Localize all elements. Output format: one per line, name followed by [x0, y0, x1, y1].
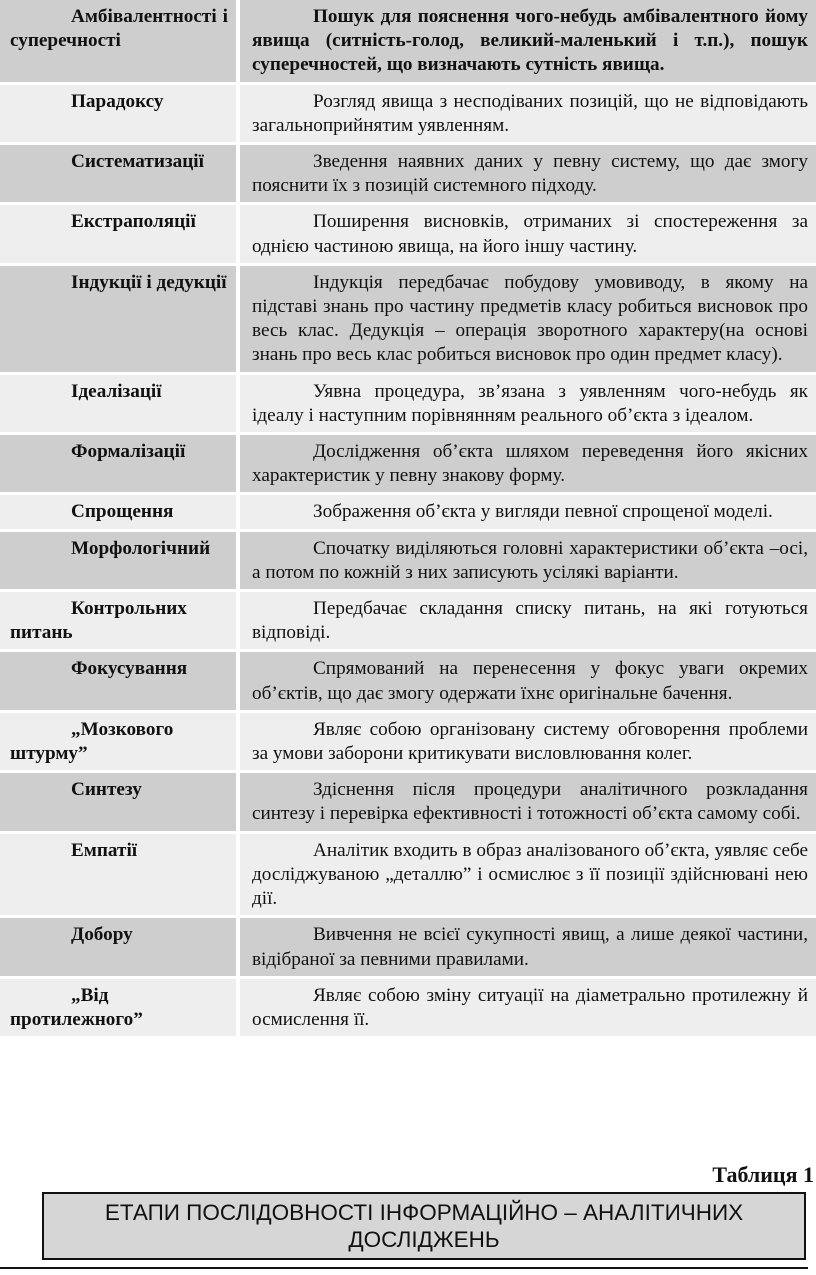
method-description: Індукція передбачає побудову умовиводу, в якому на підставі знань про частину предметів класу робиться висновок про весь клас. Дедукція – операція зворотного характеру(на основі знань про весь клас робиться висновок про один предмет класу). — [238, 264, 816, 373]
method-name: Індукції і дедукції — [0, 264, 238, 373]
method-name: Екстраполяції — [0, 204, 238, 264]
table-row — [0, 711, 816, 771]
method-name: Спрощення — [0, 494, 238, 530]
method-description: Передбачає складання списку питань, на які готуються відповіді. — [238, 591, 816, 651]
method-name: Ідеалізації — [0, 373, 238, 433]
method-name: Контрольних питань — [0, 591, 238, 651]
method-description: Спрямований на перенесення у фокус уваги окремих об’єктів, що дає змогу одержати їхнє оригінальне бачення. — [238, 651, 816, 711]
method-name: Систематизації — [0, 144, 238, 204]
section-heading-box — [42, 1192, 806, 1260]
method-name: „Мозкового штурму” — [0, 711, 238, 771]
table-row — [0, 494, 816, 530]
table-row — [0, 651, 816, 711]
method-name: Морфологічний — [0, 530, 238, 590]
method-description: Пошук для пояснення чого-небудь амбівалентного йому явища (ситність-голод, великий-маленький і т.п.), пошук суперечностей, що визначають сутність явища. — [238, 0, 816, 83]
method-name: Емпатії — [0, 832, 238, 917]
table-row — [0, 83, 816, 143]
method-description: Дослідження об’єкта шляхом переведення його якісних характеристик у певну знакову форму. — [238, 434, 816, 494]
table-row — [0, 144, 816, 204]
method-name: Амбівалентності і суперечності — [0, 0, 238, 83]
method-description: Уявна процедура, зв’язана з уявленням чого-небудь як ідеалу і наступним порівнянням реального об’єкта з ідеалом. — [238, 373, 816, 433]
table-row — [0, 204, 816, 264]
method-description: Зображення об’єкта у вигляди певної спрощеної моделі. — [238, 494, 816, 530]
method-description: Вивчення не всієї сукупності явищ, а лише деякої частини, відібраної за певними правилами. — [238, 917, 816, 977]
method-description: Аналітик входить в образ аналізованого об’єкта, уявляє себе досліджуваною „деталлю” і осмислює з її позиції здійснювані нею дії. — [238, 832, 816, 917]
table-row — [0, 373, 816, 433]
method-description: Спочатку виділяються головні характеристики об’єкта –осі, а потом по кожній з них записують усілякі варіанти. — [238, 530, 816, 590]
method-description: Розгляд явища з несподіваних позицій, що не відповідають загальноприйнятим уявленням. — [238, 83, 816, 143]
table-row — [0, 530, 816, 590]
method-name: Парадоксу — [0, 83, 238, 143]
table-row — [0, 917, 816, 977]
table-row — [0, 0, 816, 83]
table-row — [0, 977, 816, 1036]
section-heading-text: ЕТАПИ ПОСЛІДОВНОСТІ ІНФОРМАЦІЙНО – АНАЛІТИЧНИХ ДОСЛІДЖЕНЬ — [104, 1200, 744, 1252]
table-row — [0, 264, 816, 373]
method-name: „Від протилежного” — [0, 977, 238, 1036]
method-description: Зведення наявних даних у певну систему, що дає змогу пояснити їх з позицій системного підходу. — [238, 144, 816, 204]
divider-line — [0, 1267, 808, 1269]
method-description: Здіснення після процедури аналітичного розкладання синтезу і перевірка ефективності і тотожності об’єкта самому собі. — [238, 772, 816, 832]
table-row — [0, 772, 816, 832]
method-description: Являє собою зміну ситуації на діаметрально протилежну й осмислення її. — [238, 977, 816, 1036]
table-row — [0, 591, 816, 651]
method-description: Поширення висновків, отриманих зі спостереження за однією частиною явища, на його іншу частину. — [238, 204, 816, 264]
method-description: Являє собою організовану систему обговорення проблеми за умови заборони критикувати висловлювання колег. — [238, 711, 816, 771]
table-row — [0, 434, 816, 494]
method-name: Фокусування — [0, 651, 238, 711]
method-name: Добору — [0, 917, 238, 977]
table-number-caption: Таблиця 1 — [712, 1162, 814, 1187]
method-name: Формалізації — [0, 434, 238, 494]
table-row — [0, 832, 816, 917]
method-name: Синтезу — [0, 772, 238, 832]
